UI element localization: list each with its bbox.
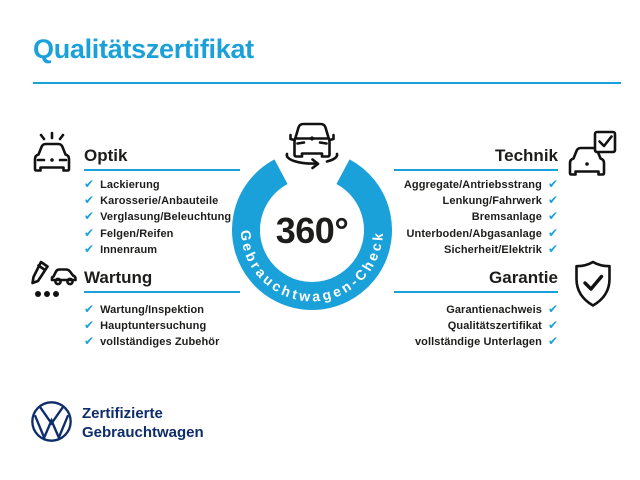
footer-brand-line1: Zertifizierte [82, 405, 163, 422]
ring-label: Gebrauchtwagen-Check [237, 229, 387, 305]
footer-brand-line2: Gebrauchtwagen [82, 424, 204, 441]
check-icon: ✔ [84, 318, 95, 333]
section-underline-garantie [394, 291, 558, 293]
checklist-item [84, 209, 231, 225]
car-checkbox-icon [562, 129, 620, 183]
check-icon: ✔ [547, 225, 558, 240]
checklist-item-label: vollständige Unterlagen [414, 336, 542, 349]
check-icon: ✔ [547, 241, 558, 256]
checklist-item [84, 226, 231, 242]
checklist-item-label: Karosserie/Anbauteile [100, 195, 219, 208]
checklist-item-label: Felgen/Reifen [100, 227, 174, 240]
check-icon: ✔ [84, 241, 95, 256]
check-icon: ✔ [547, 209, 558, 224]
check-icon: ✔ [547, 193, 558, 208]
checklist-optik [84, 177, 231, 258]
value-360: 360° [275, 210, 349, 251]
title-divider [33, 82, 621, 84]
checklist-item-label: Verglasung/Beleuchtung [100, 211, 232, 224]
checklist-item [448, 318, 558, 334]
checklist-item-label: Garantienachweis [446, 304, 542, 317]
checklist-item-label: Bremsanlage [471, 211, 542, 224]
checklist-item-label: Unterboden/Abgasanlage [406, 227, 542, 240]
checklist-item [84, 242, 231, 258]
checklist-item-label: Wartung/Inspektion [100, 304, 205, 317]
section-title-technik: Technik [495, 146, 558, 165]
checklist-item [84, 318, 220, 334]
checklist-technik [404, 177, 558, 258]
checklist-wartung [84, 302, 220, 351]
section-title-optik: Optik [84, 146, 128, 165]
checklist-item-label: Hauptuntersuchung [100, 320, 207, 333]
check-icon: ✔ [84, 177, 95, 192]
footer-brand-text [82, 404, 204, 442]
checklist-item [84, 193, 231, 209]
checklist-item-label: Lenkung/Fahrwerk [442, 195, 542, 208]
checklist-garantie [415, 302, 558, 351]
section-underline-technik [394, 169, 558, 171]
section-title-wartung: Wartung [84, 268, 153, 287]
checklist-item [446, 302, 558, 318]
vw-logo [30, 400, 73, 443]
section-underline-wartung [84, 291, 240, 293]
checklist-item [443, 193, 558, 209]
checklist-item [84, 177, 231, 193]
checklist-item [444, 242, 558, 258]
checklist-item-label: Qualitätszertifikat [447, 320, 542, 333]
check-icon: ✔ [547, 318, 558, 333]
checklist-item-label: Innenraum [100, 243, 158, 256]
service-record-icon [25, 256, 79, 310]
check-icon: ✔ [547, 334, 558, 349]
check-icon: ✔ [84, 334, 95, 349]
check-icon: ✔ [84, 193, 95, 208]
checklist-item-label: vollständiges Zubehör [100, 336, 220, 349]
checklist-item [406, 226, 558, 242]
car-shine-icon [25, 129, 79, 183]
checklist-item [84, 302, 220, 318]
checklist-item [415, 334, 558, 350]
section-underline-optik [84, 169, 240, 171]
checklist-item [84, 334, 220, 350]
section-title-garantie: Garantie [489, 268, 558, 287]
shield-check-icon [570, 258, 616, 310]
check-icon: ✔ [84, 302, 95, 317]
check-icon: ✔ [547, 302, 558, 317]
checklist-item-label: Sicherheit/Elektrik [444, 243, 542, 256]
car-360-rotation-icon [280, 110, 344, 178]
page-title: Qualitätszertifikat [33, 34, 254, 64]
check-icon: ✔ [84, 225, 95, 240]
check-icon: ✔ [547, 177, 558, 192]
check-icon: ✔ [84, 209, 95, 224]
checklist-item-label: Aggregate/Antriebsstrang [403, 179, 542, 192]
checklist-item [472, 209, 558, 225]
checklist-item [404, 177, 558, 193]
checklist-item-label: Lackierung [100, 179, 160, 192]
